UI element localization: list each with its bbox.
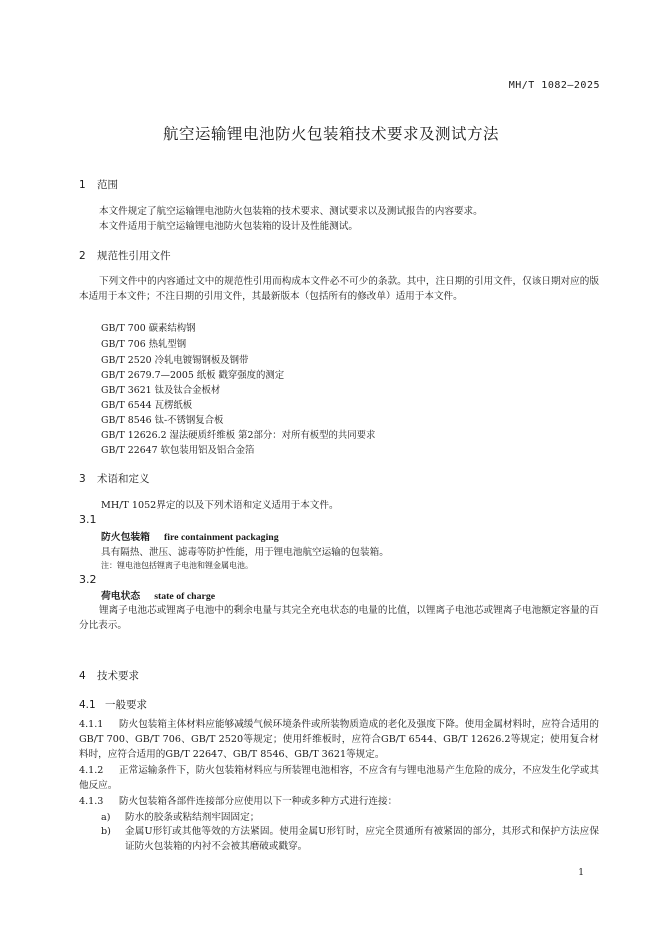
list-item — [101, 809, 259, 823]
section-title: 术语和定义 — [97, 473, 150, 485]
term-english: fire containment packaging — [163, 532, 279, 543]
clause-text: 防火包装箱各部件连接部分应使用以下一种或多种方式进行连接： — [119, 796, 398, 807]
section-2-heading — [79, 248, 171, 263]
section-number: 1 — [79, 179, 86, 191]
list-marker: a) — [101, 812, 111, 823]
term-heading — [101, 529, 279, 543]
term-note: 注：锂电池包括锂离子电池和锂金属电池。 — [101, 561, 253, 570]
subsection-heading — [79, 697, 147, 712]
section-4-heading — [79, 668, 139, 683]
reference-item: GB/T 706 热轧型钢 — [101, 339, 187, 350]
document-title: 航空运输锂电池防火包装箱技术要求及测试方法 — [162, 125, 499, 143]
list-item — [101, 824, 599, 854]
section-number: 4 — [79, 670, 86, 682]
list-text: 防水的胶条或粘结剂牢固固定； — [125, 812, 260, 823]
list-marker: b) — [101, 826, 111, 837]
section-title: 技术要求 — [97, 670, 139, 682]
reference-item: GB/T 700 碳素结构钢 — [101, 323, 196, 334]
clause-4-1-3 — [79, 794, 599, 809]
term-heading — [101, 588, 215, 602]
term-number: 3.2 — [79, 573, 97, 586]
section-1-heading — [79, 177, 118, 192]
reference-item: GB/T 3621 钛及钛合金板材 — [101, 385, 221, 396]
reference-item: GB/T 12626.2 湿法硬质纤维板 第2部分：对所有板型的共同要求 — [101, 430, 376, 441]
term-english: state of charge — [154, 591, 216, 602]
standard-number: MH/T 1082—2025 — [508, 80, 600, 91]
section-title: 范围 — [97, 179, 118, 191]
subsection-number: 4.1 — [79, 699, 96, 711]
clause-4-1-2 — [79, 763, 599, 793]
clause-number: 4.1.2 — [79, 765, 104, 776]
section-number: 2 — [79, 250, 86, 262]
section-number: 3 — [79, 473, 86, 485]
clause-text: 正常运输条件下，防火包装箱材料应与所装锂电池相容，不应含有与锂电池易产生危险的成分，不应发生化学或其他反应。 — [79, 765, 599, 791]
clause-number: 4.1.3 — [79, 796, 104, 807]
clause-4-1-1 — [79, 717, 599, 762]
section-2-intro: 下列文件中的内容通过文中的规范性引用而构成本文件必不可少的条款。其中，注日期的引用文件，仅该日期对应的版本适用于本文件；不注日期的引用文件，其最新版本（包括所有的修改单）适用于本文件。 — [79, 276, 599, 302]
section-3-heading — [79, 471, 150, 486]
clause-number: 4.1.1 — [79, 719, 104, 730]
section-1-paragraph-1: 本文件规定了航空运输锂电池防火包装箱的技术要求、测试要求以及测试报告的内容要求。 — [99, 206, 483, 217]
reference-item: GB/T 2520 冷轧电镀锡钢板及钢带 — [101, 355, 249, 366]
reference-item: GB/T 2679.7—2005 纸板 戳穿强度的测定 — [101, 370, 285, 381]
clause-text: 防火包装箱主体材料应能够减缓气候环境条件或所装物质造成的老化及强度下降。使用金属材料时，应符合适用的GB/T 700、GB/T 706、GB/T 2520等规定；使用纤维板时，应符合GB/T 6544、GB/T 12626.2等规定；使用复合材料时，应符合适用的GB/T 22647、GB/T 8546、GB/T 3621等规定。 — [79, 719, 599, 760]
section-3-intro: MH/T 1052界定的以及下列术语和定义适用于本文件。 — [101, 500, 339, 511]
term-chinese: 荷电状态 — [101, 591, 141, 602]
term-definition: 具有隔热、泄压、滤毒等防护性能，用于锂电池航空运输的包装箱。 — [101, 547, 389, 558]
section-1-paragraph-2: 本文件适用于航空运输锂电池防火包装箱的设计及性能测试。 — [99, 221, 359, 232]
term-number: 3.1 — [79, 513, 97, 526]
reference-item: GB/T 22647 软包装用铝及铝合金箔 — [101, 445, 255, 456]
section-title: 规范性引用文件 — [97, 250, 171, 262]
reference-item: GB/T 6544 瓦楞纸板 — [101, 400, 193, 411]
term-chinese: 防火包装箱 — [101, 532, 150, 543]
term-definition: 锂离子电池芯或锂离子电池中的剩余电量与其完全充电状态的电量的比值，以锂离子电池芯或锂离子电池额定容量的百分比表示。 — [79, 605, 599, 631]
reference-item: GB/T 8546 钛-不锈钢复合板 — [101, 415, 224, 426]
subsection-title: 一般要求 — [105, 699, 147, 711]
list-text: 金属U形钉或其他等效的方法紧固。使用金属U形钉时，应完全贯通所有被紧固的部分，其形式和保护方法应保证防火包装箱的内衬不会被其磨破或戳穿。 — [125, 826, 599, 852]
page-number: 1 — [578, 868, 584, 878]
